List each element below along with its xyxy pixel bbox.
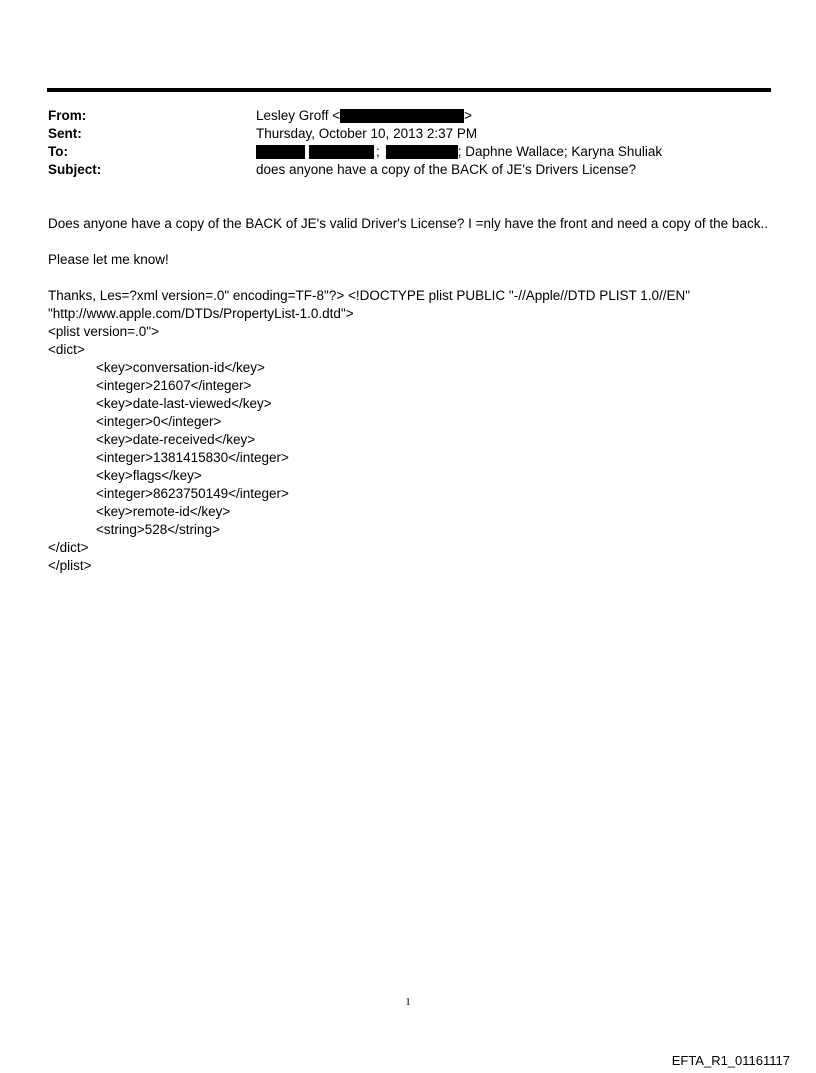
redaction-box [309,145,374,159]
from-suffix: > [464,108,473,123]
body-paragraph: Please let me know! [48,252,169,267]
sent-label: Sent: [48,126,82,141]
plist-entry: <key>date-last-viewed</key> [96,396,272,411]
plist-entry: <integer>1381415830</integer> [96,450,289,465]
body-paragraph: Does anyone have a copy of the BACK of JE's valid Driver's License? I =nly have the front and need a copy of the back.. [48,216,768,231]
plist-entry: <integer>21607</integer> [96,378,252,393]
from-value [256,107,472,125]
to-separator: ; [376,144,380,159]
email-header [48,107,768,179]
dict-open-tag: <dict> [48,342,85,357]
plist-entry: <integer>0</integer> [96,414,222,429]
subject-value: does anyone have a copy of the BACK of JE's Drivers License? [256,162,637,177]
page-number: 1 [405,996,411,1008]
redaction-box [340,109,464,123]
to-tail: ; Daphne Wallace; Karyna Shuliak [457,144,663,159]
from-label: From: [48,108,87,123]
plist-entry: <string>528</string> [96,522,220,537]
dict-close-tag: </dict> [48,540,89,555]
plist-entry: <integer>8623750149</integer> [96,486,289,501]
redaction-box [386,145,458,159]
to-label: To: [48,144,68,159]
sent-value: Thursday, October 10, 2013 2:37 PM [256,126,478,141]
plist-open-tag: <plist version=.0"> [48,324,159,339]
subject-row [48,161,768,179]
plist-entry: <key>flags</key> [96,468,202,483]
plist-entry: <key>conversation-id</key> [96,360,265,375]
sent-row [48,125,768,143]
header-rule [47,88,771,92]
from-row [48,107,768,125]
subject-label: Subject: [48,162,102,177]
document-id: EFTA_R1_01161117 [671,1053,790,1068]
plist-entry: <key>remote-id</key> [96,504,231,519]
to-row [48,143,768,161]
body-paragraph: "http://www.apple.com/DTDs/PropertyList-1.0.dtd"> [48,306,354,321]
plist-entry: <key>date-received</key> [96,432,256,447]
body-paragraph: Thanks, Les=?xml version=.0" encoding=TF-8"?> <!DOCTYPE plist PUBLIC "-//Apple//DTD PLIST 1.0//EN" [48,288,691,303]
plist-close-tag: </plist> [48,558,92,573]
email-body [48,215,778,575]
from-name: Lesley Groff < [256,108,341,123]
redaction-box [256,145,305,159]
to-value [256,143,662,161]
